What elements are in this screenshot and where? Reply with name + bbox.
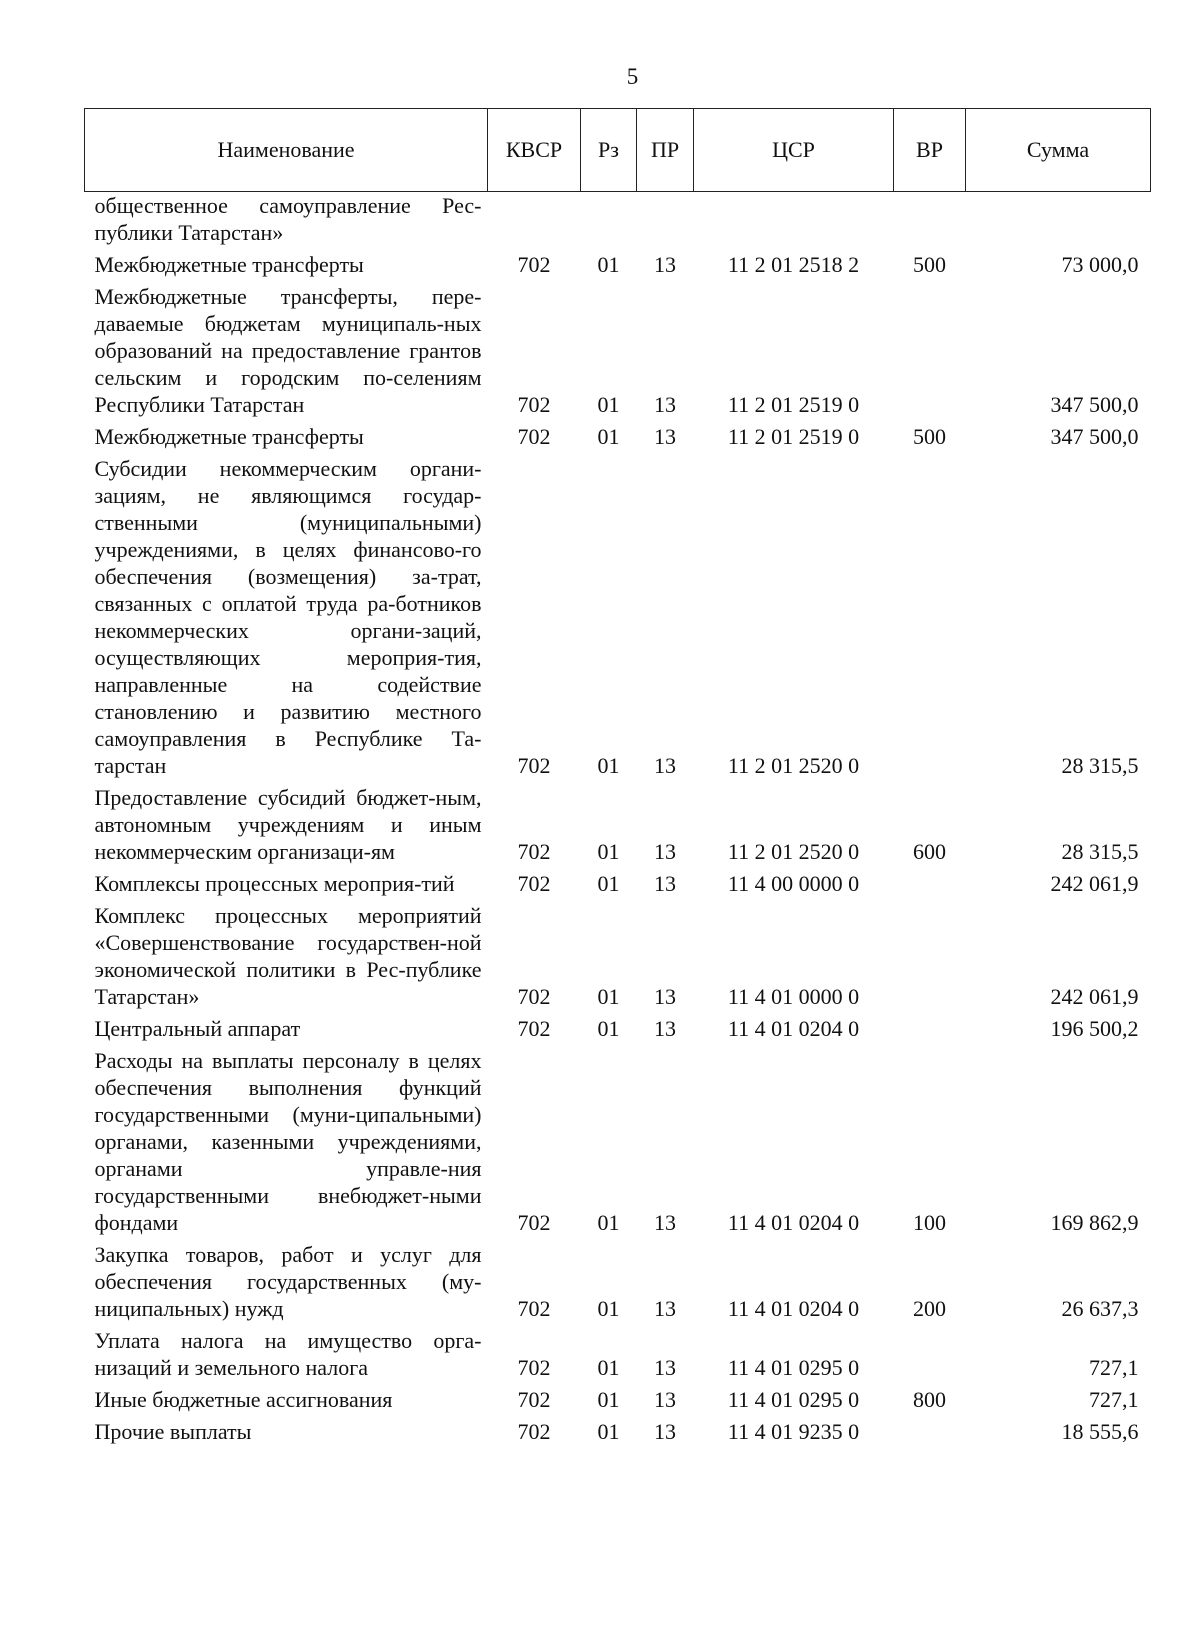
row-kvsr: 702 <box>517 1210 551 1235</box>
row-sum: 26 637,3 <box>1061 1296 1139 1321</box>
row-name: Расходы на выплаты персоналу в целях обеспечения выполнения функций государственными (муни-ципальными) органами, казенными учреждениями, органами управле-ния государственными внебюджет-ными фондами <box>94 1048 482 1235</box>
header-sum: Сумма <box>966 109 1151 192</box>
row-sum: 242 061,9 <box>1050 984 1139 1009</box>
row-kvsr: 702 <box>517 252 551 277</box>
table-row <box>85 421 1151 453</box>
row-name: Предоставление субсидий бюджет-ным, автономным учреждениям и иным некоммерческим организаци-ям <box>94 785 482 864</box>
row-kvsr: 702 <box>517 1419 551 1444</box>
row-sum: 18 555,6 <box>1061 1419 1139 1444</box>
row-kvsr: 702 <box>517 753 551 778</box>
table-row <box>85 900 1151 1013</box>
row-kvsr: 702 <box>517 984 551 1009</box>
row-csr: 11 4 01 0295 0 <box>727 1387 860 1412</box>
row-name: Уплата налога на имущество орга-низаций и земельного налога <box>94 1328 482 1380</box>
row-vr: 500 <box>913 424 946 449</box>
row-pr: 13 <box>654 871 676 896</box>
row-sum: 242 061,9 <box>1050 871 1139 896</box>
row-csr: 11 4 01 0000 0 <box>727 984 860 1009</box>
row-name: Комплексы процессных мероприя-тий <box>94 871 455 896</box>
row-name: Иные бюджетные ассигнования <box>94 1387 393 1412</box>
row-csr: 11 4 01 9235 0 <box>727 1419 860 1444</box>
row-vr: 800 <box>913 1387 946 1412</box>
row-sum: 73 000,0 <box>1061 252 1139 277</box>
row-rz: 01 <box>597 1419 620 1444</box>
row-rz: 01 <box>597 1387 620 1412</box>
budget-table <box>84 108 1151 1448</box>
table-row <box>85 249 1151 281</box>
row-pr: 13 <box>654 984 676 1009</box>
row-name: Прочие выплаты <box>94 1419 252 1444</box>
table-row-continuation <box>85 192 1151 250</box>
row-sum: 347 500,0 <box>1050 424 1139 449</box>
row-pr: 13 <box>654 1016 676 1041</box>
row-kvsr: 702 <box>517 392 551 417</box>
row-pr: 13 <box>654 1355 676 1380</box>
row-rz: 01 <box>597 871 620 896</box>
row-sum: 196 500,2 <box>1050 1016 1139 1041</box>
row-sum: 727,1 <box>1089 1387 1139 1412</box>
row-csr: 11 2 01 2519 0 <box>727 392 860 417</box>
row-pr: 13 <box>654 1210 676 1235</box>
row-vr: 200 <box>913 1296 946 1321</box>
row-rz: 01 <box>597 1210 620 1235</box>
row-rz: 01 <box>597 424 620 449</box>
row-name: Центральный аппарат <box>94 1016 301 1041</box>
row-kvsr: 702 <box>517 424 551 449</box>
row-vr: 600 <box>913 839 946 864</box>
table-row <box>85 1325 1151 1384</box>
table-row <box>85 1045 1151 1239</box>
row-vr <box>894 868 966 900</box>
row-rz: 01 <box>597 1296 620 1321</box>
table-row <box>85 1384 1151 1416</box>
table-body <box>85 192 1151 1449</box>
row-csr: 11 2 01 2519 0 <box>727 424 860 449</box>
header-rz: Рз <box>581 109 637 192</box>
row-vr <box>894 1325 966 1384</box>
row-pr: 13 <box>654 392 676 417</box>
row-name: Межбюджетные трансферты <box>94 424 364 449</box>
row-name: Субсидии некоммерческим органи-зациям, не являющимся государ-ственными (муниципальными) учреждениями, в целях финансово-го обеспечения (возмещения) за-трат, связанных с оплатой труда ра-ботников некоммерческих органи-заций, осуществляющих мероприя-тия, направленные на содействие становлению и развитию местного самоуправления в Республике Та-тарстан <box>94 456 482 778</box>
row-sum: 169 862,9 <box>1050 1210 1139 1235</box>
row-csr: 11 2 01 2518 2 <box>727 252 860 277</box>
row-csr: 11 4 01 0204 0 <box>727 1210 860 1235</box>
row-name: общественное самоуправление Рес-публики Татарстан» <box>94 193 482 245</box>
row-pr: 13 <box>654 252 676 277</box>
row-kvsr: 702 <box>517 871 551 896</box>
row-rz: 01 <box>597 839 620 864</box>
row-name: Закупка товаров, работ и услуг для обеспечения государственных (му-ниципальных) нужд <box>94 1242 482 1321</box>
row-rz: 01 <box>597 252 620 277</box>
row-kvsr: 702 <box>517 1355 551 1380</box>
row-rz: 01 <box>597 984 620 1009</box>
header-vr: ВР <box>894 109 966 192</box>
row-kvsr: 702 <box>517 1016 551 1041</box>
row-pr: 13 <box>654 753 676 778</box>
row-vr: 100 <box>913 1210 946 1235</box>
row-kvsr: 702 <box>517 839 551 864</box>
header-csr: ЦСР <box>694 109 894 192</box>
row-vr <box>894 281 966 421</box>
row-vr <box>894 900 966 1013</box>
row-pr: 13 <box>654 424 676 449</box>
row-sum: 28 315,5 <box>1061 839 1139 864</box>
table-row <box>85 1239 1151 1325</box>
row-name: Комплекс процессных мероприятий «Совершенствование государствен-ной экономической политики в Рес-публике Татарстан» <box>94 903 482 1009</box>
row-csr: 11 4 01 0295 0 <box>727 1355 860 1380</box>
row-rz: 01 <box>597 392 620 417</box>
row-rz: 01 <box>597 1355 620 1380</box>
row-csr: 11 4 00 0000 0 <box>727 871 860 896</box>
row-csr: 11 2 01 2520 0 <box>727 839 860 864</box>
row-rz: 01 <box>597 1016 620 1041</box>
row-rz: 01 <box>597 753 620 778</box>
row-kvsr: 702 <box>517 1296 551 1321</box>
table-row <box>85 1416 1151 1448</box>
row-vr <box>894 1013 966 1045</box>
row-vr <box>894 453 966 782</box>
row-sum: 28 315,5 <box>1061 753 1139 778</box>
row-name: Межбюджетные трансферты <box>94 252 364 277</box>
row-sum: 347 500,0 <box>1050 392 1139 417</box>
table-header <box>85 109 1151 192</box>
table-row <box>85 782 1151 868</box>
row-csr: 11 4 01 0204 0 <box>727 1016 860 1041</box>
row-csr: 11 4 01 0204 0 <box>727 1296 860 1321</box>
table-row <box>85 281 1151 421</box>
table-row <box>85 1013 1151 1045</box>
row-vr: 500 <box>913 252 946 277</box>
row-pr: 13 <box>654 1419 676 1444</box>
row-pr: 13 <box>654 1387 676 1412</box>
row-sum: 727,1 <box>1089 1355 1139 1380</box>
row-pr: 13 <box>654 839 676 864</box>
header-name: Наименование <box>85 109 488 192</box>
row-name: Межбюджетные трансферты, пере-даваемые бюджетам муниципаль-ных образований на предоставление грантов сельским и городским по-селениям Республики Татарстан <box>94 284 482 417</box>
row-vr <box>894 1416 966 1448</box>
row-csr: 11 2 01 2520 0 <box>727 753 860 778</box>
table-row <box>85 868 1151 900</box>
page-number: 5 <box>626 64 639 89</box>
header-pr: ПР <box>637 109 694 192</box>
table-row <box>85 453 1151 782</box>
row-kvsr: 702 <box>517 1387 551 1412</box>
header-kvsr: КВСР <box>488 109 581 192</box>
row-pr: 13 <box>654 1296 676 1321</box>
